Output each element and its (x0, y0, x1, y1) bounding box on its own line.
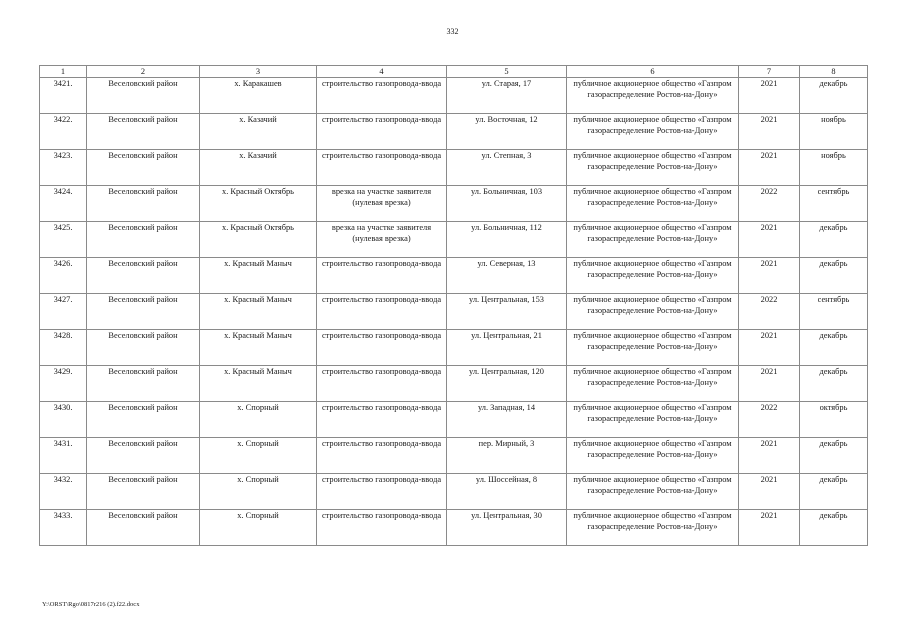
cell-year: 2021 (739, 258, 800, 294)
cell-month: октябрь (800, 402, 868, 438)
cell-district: Веселовский район (87, 258, 200, 294)
cell-month: сентябрь (800, 186, 868, 222)
cell-organization: публичное акционерное общество «Газпром газораспределение Ростов-на-Дону» (567, 294, 739, 330)
cell-work-type: строительство газопровода-ввода (317, 78, 447, 114)
cell-work-type: строительство газопровода-ввода (317, 474, 447, 510)
cell-district: Веселовский район (87, 474, 200, 510)
column-header: 5 (447, 66, 567, 78)
column-header: 3 (200, 66, 317, 78)
cell-district: Веселовский район (87, 222, 200, 258)
cell-district: Веселовский район (87, 78, 200, 114)
cell-number: 3429. (40, 366, 87, 402)
cell-year: 2022 (739, 186, 800, 222)
cell-settlement: х. Красный Маныч (200, 294, 317, 330)
cell-month: декабрь (800, 78, 868, 114)
gasification-table (39, 65, 868, 546)
cell-year: 2021 (739, 474, 800, 510)
cell-settlement: х. Каракашев (200, 78, 317, 114)
cell-work-type: строительство газопровода-ввода (317, 366, 447, 402)
cell-month: декабрь (800, 222, 868, 258)
cell-district: Веселовский район (87, 402, 200, 438)
cell-address: ул. Больничная, 103 (447, 186, 567, 222)
cell-address: ул. Центральная, 30 (447, 510, 567, 546)
cell-settlement: х. Красный Маныч (200, 366, 317, 402)
cell-year: 2021 (739, 222, 800, 258)
table-row (40, 258, 868, 294)
cell-year: 2022 (739, 402, 800, 438)
table-header (40, 66, 868, 78)
cell-settlement: х. Красный Маныч (200, 258, 317, 294)
cell-address: ул. Шоссейная, 8 (447, 474, 567, 510)
cell-organization: публичное акционерное общество «Газпром газораспределение Ростов-на-Дону» (567, 258, 739, 294)
cell-district: Веселовский район (87, 294, 200, 330)
table-body (40, 78, 868, 546)
cell-district: Веселовский район (87, 150, 200, 186)
cell-year: 2021 (739, 114, 800, 150)
cell-number: 3433. (40, 510, 87, 546)
cell-year: 2021 (739, 366, 800, 402)
cell-year: 2021 (739, 78, 800, 114)
cell-settlement: х. Казачий (200, 150, 317, 186)
cell-district: Веселовский район (87, 330, 200, 366)
cell-month: ноябрь (800, 150, 868, 186)
cell-settlement: х. Спорный (200, 510, 317, 546)
cell-year: 2022 (739, 294, 800, 330)
column-header: 8 (800, 66, 868, 78)
cell-organization: публичное акционерное общество «Газпром газораспределение Ростов-на-Дону» (567, 186, 739, 222)
cell-address: ул. Западная, 14 (447, 402, 567, 438)
cell-work-type: строительство газопровода-ввода (317, 258, 447, 294)
table-row (40, 402, 868, 438)
cell-month: декабрь (800, 258, 868, 294)
cell-organization: публичное акционерное общество «Газпром газораспределение Ростов-на-Дону» (567, 78, 739, 114)
cell-month: ноябрь (800, 114, 868, 150)
cell-work-type: строительство газопровода-ввода (317, 150, 447, 186)
cell-organization: публичное акционерное общество «Газпром газораспределение Ростов-на-Дону» (567, 150, 739, 186)
cell-year: 2021 (739, 150, 800, 186)
cell-number: 3431. (40, 438, 87, 474)
cell-month: декабрь (800, 510, 868, 546)
table-row (40, 222, 868, 258)
cell-address: пер. Мирный, 3 (447, 438, 567, 474)
column-header: 7 (739, 66, 800, 78)
table-row (40, 294, 868, 330)
cell-number: 3432. (40, 474, 87, 510)
cell-work-type: врезка на участке заявителя (нулевая врезка) (317, 186, 447, 222)
table-row (40, 330, 868, 366)
cell-settlement: х. Спорный (200, 438, 317, 474)
header-row (40, 66, 868, 78)
cell-organization: публичное акционерное общество «Газпром газораспределение Ростов-на-Дону» (567, 330, 739, 366)
cell-year: 2021 (739, 330, 800, 366)
cell-district: Веселовский район (87, 366, 200, 402)
cell-settlement: х. Красный Октябрь (200, 186, 317, 222)
cell-organization: публичное акционерное общество «Газпром газораспределение Ростов-на-Дону» (567, 114, 739, 150)
cell-organization: публичное акционерное общество «Газпром газораспределение Ростов-на-Дону» (567, 366, 739, 402)
cell-number: 3425. (40, 222, 87, 258)
cell-organization: публичное акционерное общество «Газпром газораспределение Ростов-на-Дону» (567, 222, 739, 258)
cell-settlement: х. Красный Октябрь (200, 222, 317, 258)
column-header: 4 (317, 66, 447, 78)
cell-month: декабрь (800, 366, 868, 402)
column-header: 1 (40, 66, 87, 78)
cell-organization: публичное акционерное общество «Газпром газораспределение Ростов-на-Дону» (567, 402, 739, 438)
cell-month: декабрь (800, 438, 868, 474)
table-row (40, 474, 868, 510)
cell-number: 3421. (40, 78, 87, 114)
cell-number: 3423. (40, 150, 87, 186)
cell-district: Веселовский район (87, 438, 200, 474)
column-header: 2 (87, 66, 200, 78)
cell-number: 3422. (40, 114, 87, 150)
cell-work-type: строительство газопровода-ввода (317, 294, 447, 330)
cell-settlement: х. Спорный (200, 474, 317, 510)
cell-number: 3427. (40, 294, 87, 330)
cell-work-type: строительство газопровода-ввода (317, 114, 447, 150)
cell-organization: публичное акционерное общество «Газпром газораспределение Ростов-на-Дону» (567, 474, 739, 510)
cell-settlement: х. Спорный (200, 402, 317, 438)
table-row (40, 438, 868, 474)
cell-district: Веселовский район (87, 186, 200, 222)
cell-work-type: строительство газопровода-ввода (317, 402, 447, 438)
cell-address: ул. Степная, 3 (447, 150, 567, 186)
cell-organization: публичное акционерное общество «Газпром газораспределение Ростов-на-Дону» (567, 510, 739, 546)
cell-year: 2021 (739, 510, 800, 546)
cell-work-type: строительство газопровода-ввода (317, 510, 447, 546)
cell-work-type: строительство газопровода-ввода (317, 438, 447, 474)
cell-district: Веселовский район (87, 510, 200, 546)
cell-number: 3428. (40, 330, 87, 366)
table-row (40, 78, 868, 114)
cell-work-type: строительство газопровода-ввода (317, 330, 447, 366)
cell-month: декабрь (800, 474, 868, 510)
cell-address: ул. Центральная, 21 (447, 330, 567, 366)
cell-address: ул. Центральная, 120 (447, 366, 567, 402)
table-row (40, 186, 868, 222)
cell-work-type: врезка на участке заявителя (нулевая врезка) (317, 222, 447, 258)
file-path-footer: Y:\ORST\Rgo\0817r216 (2).f22.docx (42, 601, 140, 608)
cell-settlement: х. Казачий (200, 114, 317, 150)
cell-month: декабрь (800, 330, 868, 366)
table-row (40, 114, 868, 150)
cell-address: ул. Больничная, 112 (447, 222, 567, 258)
cell-district: Веселовский район (87, 114, 200, 150)
table-row (40, 150, 868, 186)
cell-address: ул. Северная, 13 (447, 258, 567, 294)
table-row (40, 366, 868, 402)
cell-month: сентябрь (800, 294, 868, 330)
column-header: 6 (567, 66, 739, 78)
cell-settlement: х. Красный Маныч (200, 330, 317, 366)
cell-number: 3424. (40, 186, 87, 222)
cell-address: ул. Старая, 17 (447, 78, 567, 114)
cell-number: 3426. (40, 258, 87, 294)
cell-organization: публичное акционерное общество «Газпром газораспределение Ростов-на-Дону» (567, 438, 739, 474)
page-number: 332 (446, 27, 459, 36)
cell-year: 2021 (739, 438, 800, 474)
cell-number: 3430. (40, 402, 87, 438)
table-row (40, 510, 868, 546)
cell-address: ул. Восточная, 12 (447, 114, 567, 150)
cell-address: ул. Центральная, 153 (447, 294, 567, 330)
